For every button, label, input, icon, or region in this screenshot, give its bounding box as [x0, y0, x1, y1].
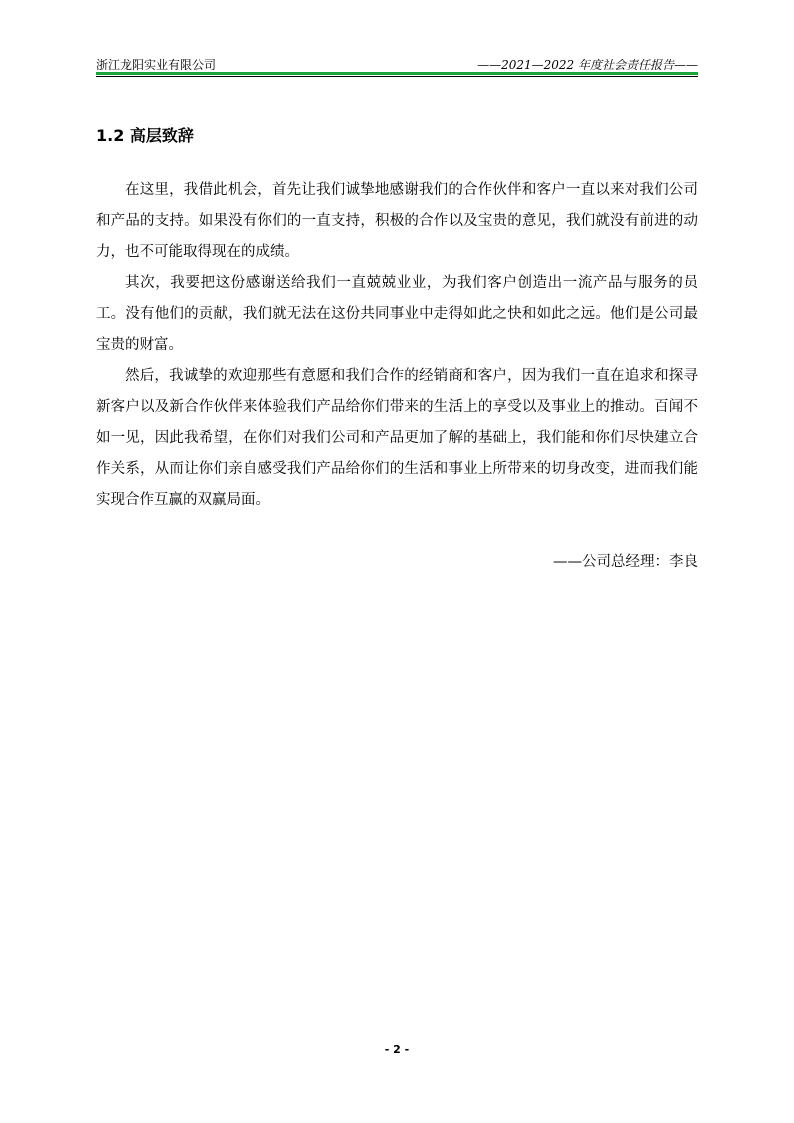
signature: ——公司总经理：李良: [553, 554, 698, 570]
header-rule-thin: [96, 76, 698, 77]
company-name: 浙江龙阳实业有限公司: [96, 58, 217, 72]
report-title: ——2021—2022 年度社会责任报告——: [477, 58, 698, 72]
paragraph: 然后，我诚挚的欢迎那些有意愿和我们合作的经销商和客户，因为我们一直在追求和探寻新客户以及新合作伙伴来体验我们产品给你们带来的生活上的享受以及事业上的推动。百闻不如一见，因此我希望，在你们对我们公司和产品更加了解的基础上，我们能和你们尽快建立合作关系，从而让你们亲自感受我们产品给你们的生活和事业上所带来的切身改变，进而我们能实现合作互赢的双赢局面。: [96, 368, 698, 508]
header-rule-green: [96, 72, 698, 75]
page-number: - 2 -: [384, 1043, 410, 1056]
paragraph: 在这里，我借此机会，首先让我们诚挚地感谢我们的合作伙伴和客户一直以来对我们公司和产品的支持。如果没有你们的一直支持，积极的合作以及宝贵的意见，我们就没有前进的动力，也不可能取得现在的成绩。: [96, 182, 698, 260]
message-body: [96, 175, 698, 516]
paragraph: 其次，我要把这份感谢送给我们一直兢兢业业，为我们客户创造出一流产品与服务的员工。没有他们的贡献，我们就无法在这份共同事业中走得如此之快和如此之远。他们是公司最宝贵的财富。: [96, 275, 698, 353]
section-title: 1.2 高层致辞: [96, 126, 194, 145]
